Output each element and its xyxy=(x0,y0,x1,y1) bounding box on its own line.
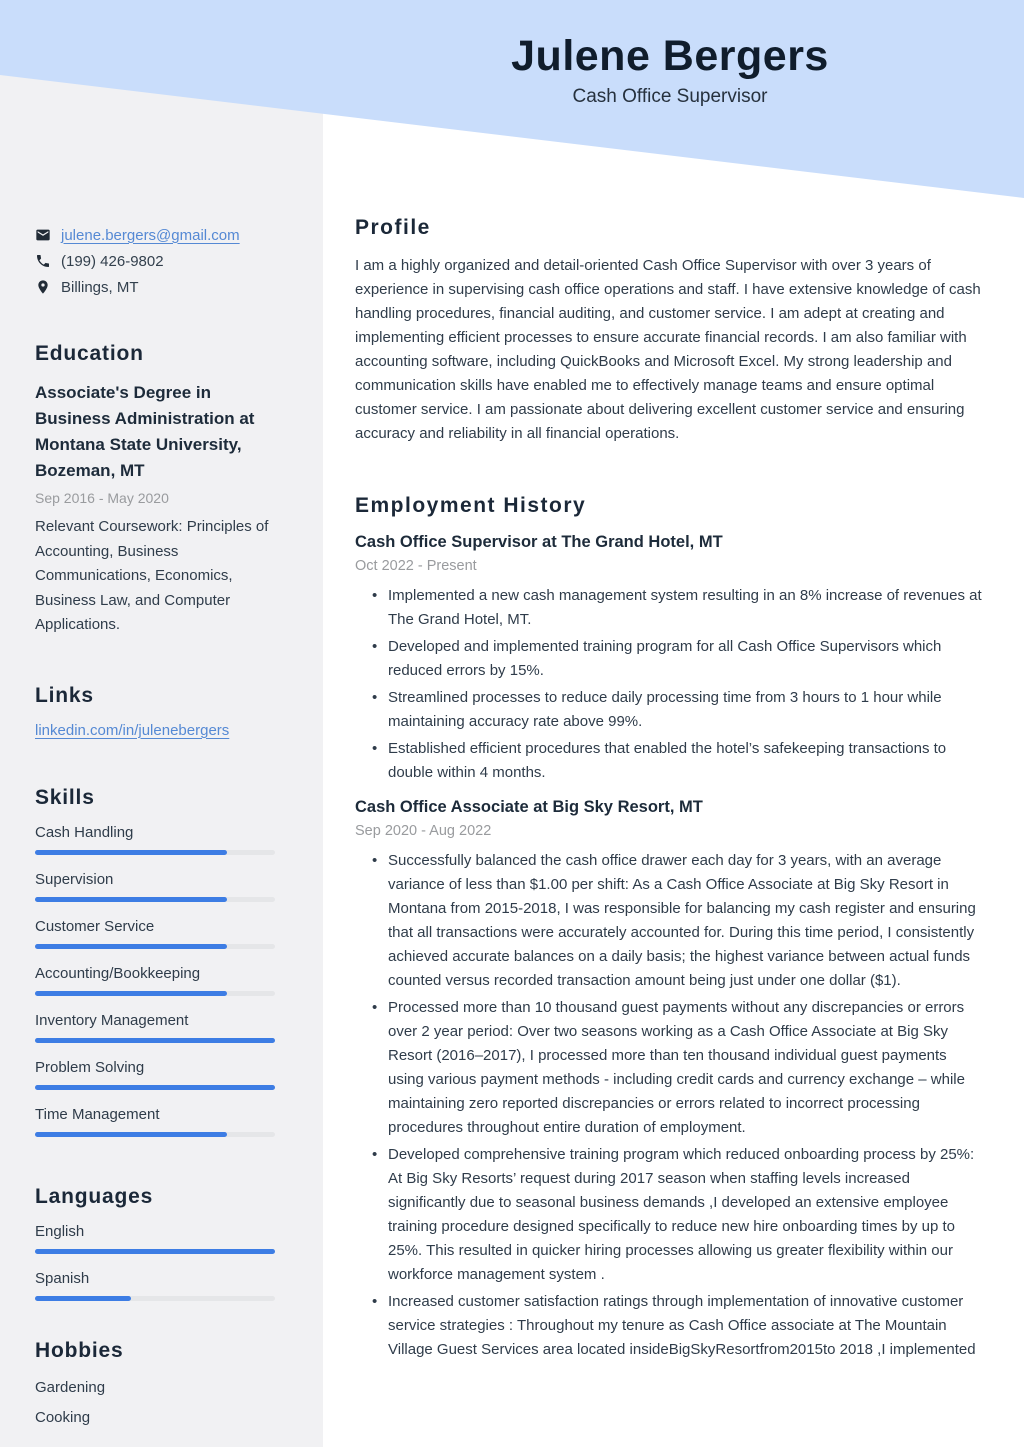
job-title: Cash Office Associate at Big Sky Resort, MT xyxy=(355,798,703,816)
skill-bar-fill xyxy=(35,1085,275,1090)
skill-bar-track xyxy=(35,897,275,902)
hobbies-heading: Hobbies xyxy=(35,1338,124,1362)
skills-list xyxy=(35,822,275,1137)
language-bar-track xyxy=(35,1249,275,1254)
skill-bar-fill xyxy=(35,991,227,996)
person-job-title: Cash Office Supervisor xyxy=(572,86,768,107)
person-name: Julene Bergers xyxy=(511,32,829,80)
skill-label: Accounting/Bookkeeping xyxy=(35,964,201,982)
skill-item xyxy=(35,916,275,949)
profile-heading: Profile xyxy=(355,216,431,239)
contact-email-row xyxy=(35,222,275,248)
job-bullet: • Increased customer satisfaction ratings through implementation of innovative customer service strategies : Throughout my tenure as Cash Office associate at The Mountain Village Guest Services area located insideBigSkyResortfrom2015to 2018 ,I implemented xyxy=(388,1290,985,1362)
profile-text: I am a highly organized and detail-oriented Cash Office Supervisor with over 3 years of experience in supervising cash office operations and staff. I have extensive knowledge of cash handling procedures, financial auditing, and customer service. I am adept at creating and implementing efficient processes to ensure accurate financial records. I am also familiar with accounting software, including QuickBooks and Microsoft Excel. My strong leadership and communication skills have enabled me to effectively manage teams and ensure optimal customer service. I am passionate about delivering excellent customer service and ensuring accuracy and reliability in all financial operations. xyxy=(355,257,981,442)
skill-bar-track xyxy=(35,850,275,855)
location-pin-icon xyxy=(35,279,51,295)
languages-list xyxy=(35,1221,275,1301)
skill-item xyxy=(35,822,275,855)
job-bullet: • Developed and implemented training program for all Cash Office Supervisors which reduced errors by 15%. xyxy=(388,635,985,683)
skills-heading: Skills xyxy=(35,785,95,809)
job-entry xyxy=(355,530,985,785)
skill-item xyxy=(35,1057,275,1090)
job-entry xyxy=(355,795,985,1362)
main-content xyxy=(355,0,985,1368)
skill-label: Customer Service xyxy=(35,917,155,935)
skill-label: Inventory Management xyxy=(35,1011,189,1029)
mail-icon xyxy=(35,227,51,243)
phone-number: (199) 426-9802 xyxy=(61,252,164,270)
skill-bar-fill xyxy=(35,1038,275,1043)
education-degree: Associate's Degree in Business Administration at Montana State University, Bozeman, MT xyxy=(35,383,255,480)
language-item xyxy=(35,1268,275,1301)
skill-bar-track xyxy=(35,1085,275,1090)
language-label: English xyxy=(35,1222,85,1240)
skill-item xyxy=(35,963,275,996)
employment-heading: Employment History xyxy=(355,494,587,517)
skill-bar-fill xyxy=(35,850,227,855)
job-bullet: • Implemented a new cash management system resulting in an 8% increase of revenues at The Grand Hotel, MT. xyxy=(388,584,985,632)
job-bullet: • Developed comprehensive training program which reduced onboarding process by 25%: At Big Sky Resorts’ request during 2017 season when staffing levels increased significantly due to seasonal business demands ,I developed an extensive employee training procedure designed specifically to reduce new hire onboarding times by up to 25%. This resulted in quicker hiring processes allowing us greater flexibility within our workforce management system . xyxy=(388,1143,985,1287)
skill-item xyxy=(35,1104,275,1137)
language-label: Spanish xyxy=(35,1269,90,1287)
hobby-item: Gardening xyxy=(35,1378,106,1396)
job-bullet: • Processed more than 10 thousand guest payments without any discrepancies or errors over 2 year period: Over two seasons working as a Cash Office Associate at Big Sky Resort (2016–2017), I processed more than ten thousand individual guest payments using various payment methods - including credit cards and currency exchange – while maintaining zero reported discrepancies or errors related to incorrect processing procedures throughout entire duration of employment. xyxy=(388,996,985,1140)
job-title: Cash Office Supervisor at The Grand Hotel, MT xyxy=(355,533,723,551)
contact-phone-row xyxy=(35,248,275,274)
skill-bar-track xyxy=(35,1038,275,1043)
job-bullet-list xyxy=(355,584,985,785)
skill-bar-track xyxy=(35,1132,275,1137)
job-dates: Sep 2020 - Aug 2022 xyxy=(355,823,492,839)
skill-label: Cash Handling xyxy=(35,823,134,841)
skill-bar-fill xyxy=(35,944,227,949)
hobby-item: Cooking xyxy=(35,1408,91,1426)
education-heading: Education xyxy=(35,342,144,365)
job-dates: Oct 2022 - Present xyxy=(355,558,477,574)
education-dates: Sep 2016 - May 2020 xyxy=(35,490,169,506)
skill-item xyxy=(35,1010,275,1043)
skill-label: Supervision xyxy=(35,870,114,888)
skill-item xyxy=(35,869,275,902)
job-bullet-list xyxy=(355,849,985,1362)
links-heading: Links xyxy=(35,683,94,707)
job-bullet: • Streamlined processes to reduce daily processing time from 3 hours to 1 hour while maintaining accuracy rate above 99%. xyxy=(388,686,985,734)
education-coursework: Relevant Coursework: Principles of Accounting, Business Communications, Economics, Business Law, and Computer Applications. xyxy=(35,518,269,633)
skill-bar-fill xyxy=(35,1132,227,1137)
job-bullet: • Established efficient procedures that enabled the hotel’s safekeeping transactions to double within 4 months. xyxy=(388,737,985,785)
email-link[interactable]: julene.bergers@gmail.com xyxy=(61,226,240,244)
language-bar-fill xyxy=(35,1296,131,1301)
skill-label: Problem Solving xyxy=(35,1058,145,1076)
phone-icon xyxy=(35,253,51,269)
languages-heading: Languages xyxy=(35,1184,154,1208)
job-bullet: • Successfully balanced the cash office drawer each day for 3 years, with an average variance of less than $1.00 per shift: As a Cash Office Associate at Big Sky Resort in Montana from 2015-2018, I was responsible for balancing my cash register and ensuring that all transactions were accurately accounted for. During this time period, I consistently achieved accurate balances on a daily basis; the highest variance between actual funds counted versus recorded transaction amount being just under one dollar ($1). xyxy=(388,849,985,993)
language-bar-track xyxy=(35,1296,275,1301)
language-item xyxy=(35,1221,275,1254)
skill-bar-track xyxy=(35,944,275,949)
skill-bar-fill xyxy=(35,897,227,902)
sidebar xyxy=(0,0,323,1447)
contact-location-row xyxy=(35,274,275,300)
language-bar-fill xyxy=(35,1249,275,1254)
linkedin-link[interactable]: linkedin.com/in/julenebergers xyxy=(35,721,230,739)
location-text: Billings, MT xyxy=(61,278,139,296)
skill-bar-track xyxy=(35,991,275,996)
skill-label: Time Management xyxy=(35,1105,160,1123)
